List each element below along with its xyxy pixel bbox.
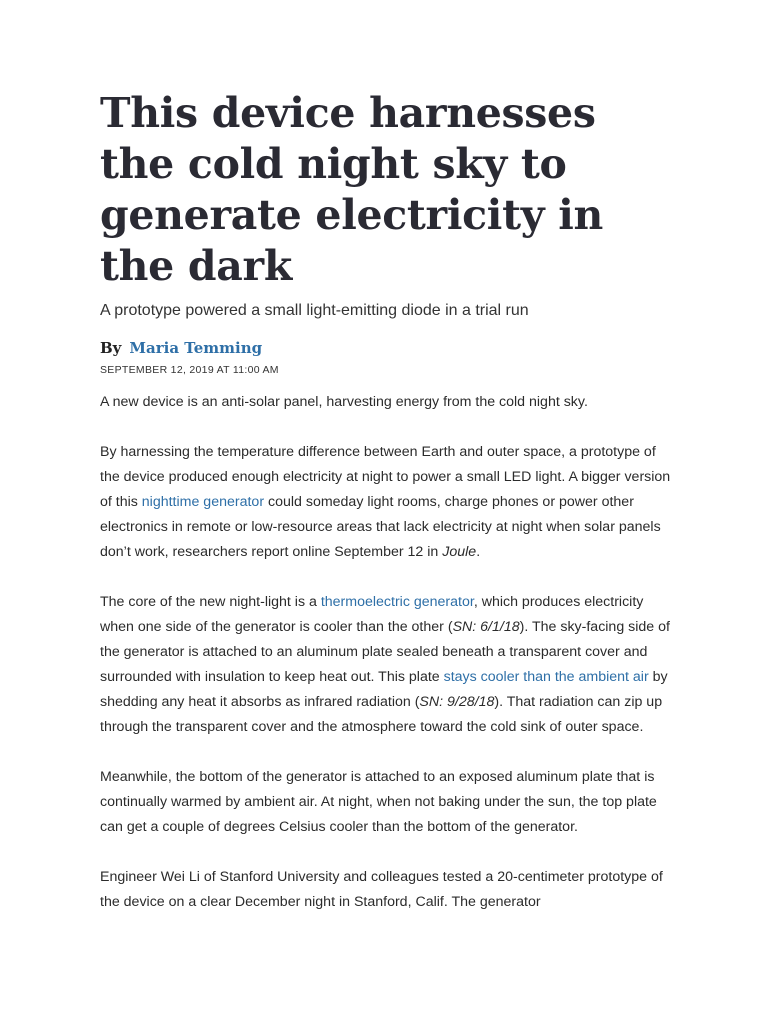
- paragraph-5: [100, 865, 675, 915]
- article-subheadline: A prototype powered a small light-emitting diode in a trial run: [100, 302, 529, 319]
- paragraph-text: By harnessing the temperature difference between Earth and outer space, a prototype of the device produced enough electricity at night to power a small LED light. A bigger version of this: [100, 444, 671, 510]
- paragraph-3: [100, 590, 675, 740]
- byline: [100, 338, 675, 358]
- paragraph-1: [100, 390, 675, 415]
- stays-cooler-link[interactable]: stays cooler than the ambient air: [443, 669, 649, 685]
- byline-prefix: By: [100, 339, 122, 357]
- paragraph-4: [100, 765, 675, 840]
- publish-date: SEPTEMBER 12, 2019 AT 11:00 AM: [100, 364, 279, 376]
- paragraph-text: A new device is an anti-solar panel, harvesting energy from the cold night sky.: [100, 394, 588, 410]
- paragraph-text: by shedding any heat it absorbs as infrared radiation (: [100, 669, 668, 710]
- paragraph-2: [100, 440, 675, 565]
- paragraph-text: ). That radiation can zip up through the transparent cover and the atmosphere toward the cold sink of outer space.: [100, 694, 663, 735]
- paragraph-text: Engineer Wei Li of Stanford University and colleagues tested a 20-centimeter prototype of the device on a clear December night in Stanford, Calif. The generator: [100, 869, 663, 910]
- citation: SN: 6/1/18: [452, 619, 520, 635]
- article-body: [100, 390, 675, 915]
- citation: SN: 9/28/18: [419, 694, 495, 710]
- nighttime-generator-link[interactable]: nighttime generator: [141, 494, 265, 510]
- thermoelectric-generator-link[interactable]: thermoelectric generator: [320, 594, 474, 610]
- article-headline: This device harnesses the cold night sky to generate electricity in the dark: [100, 89, 603, 290]
- author-link[interactable]: Maria Temming: [129, 339, 263, 357]
- paragraph-text: The core of the new night-light is a: [100, 594, 321, 610]
- paragraph-text: ). The sky-facing side of the generator is attached to an aluminum plate sealed beneath a transparent cover and surrounded with insulation to keep heat out. This plate: [100, 619, 670, 685]
- article: [100, 88, 675, 940]
- journal-name: Joule: [442, 544, 477, 560]
- paragraph-text: could someday light rooms, charge phones or power other electronics in remote or low-resource areas that lack electricity at night when solar panels don’t work, researchers report online September 12 in: [100, 494, 661, 560]
- paragraph-text: Meanwhile, the bottom of the generator is attached to an exposed aluminum plate that is continually warmed by ambient air. At night, when not baking under the sun, the top plate can get a couple of degrees Celsius cooler than the bottom of the generator.: [100, 769, 657, 835]
- paragraph-text: , which produces electricity when one side of the generator is cooler than the other (: [100, 594, 644, 635]
- paragraph-text: .: [476, 544, 481, 560]
